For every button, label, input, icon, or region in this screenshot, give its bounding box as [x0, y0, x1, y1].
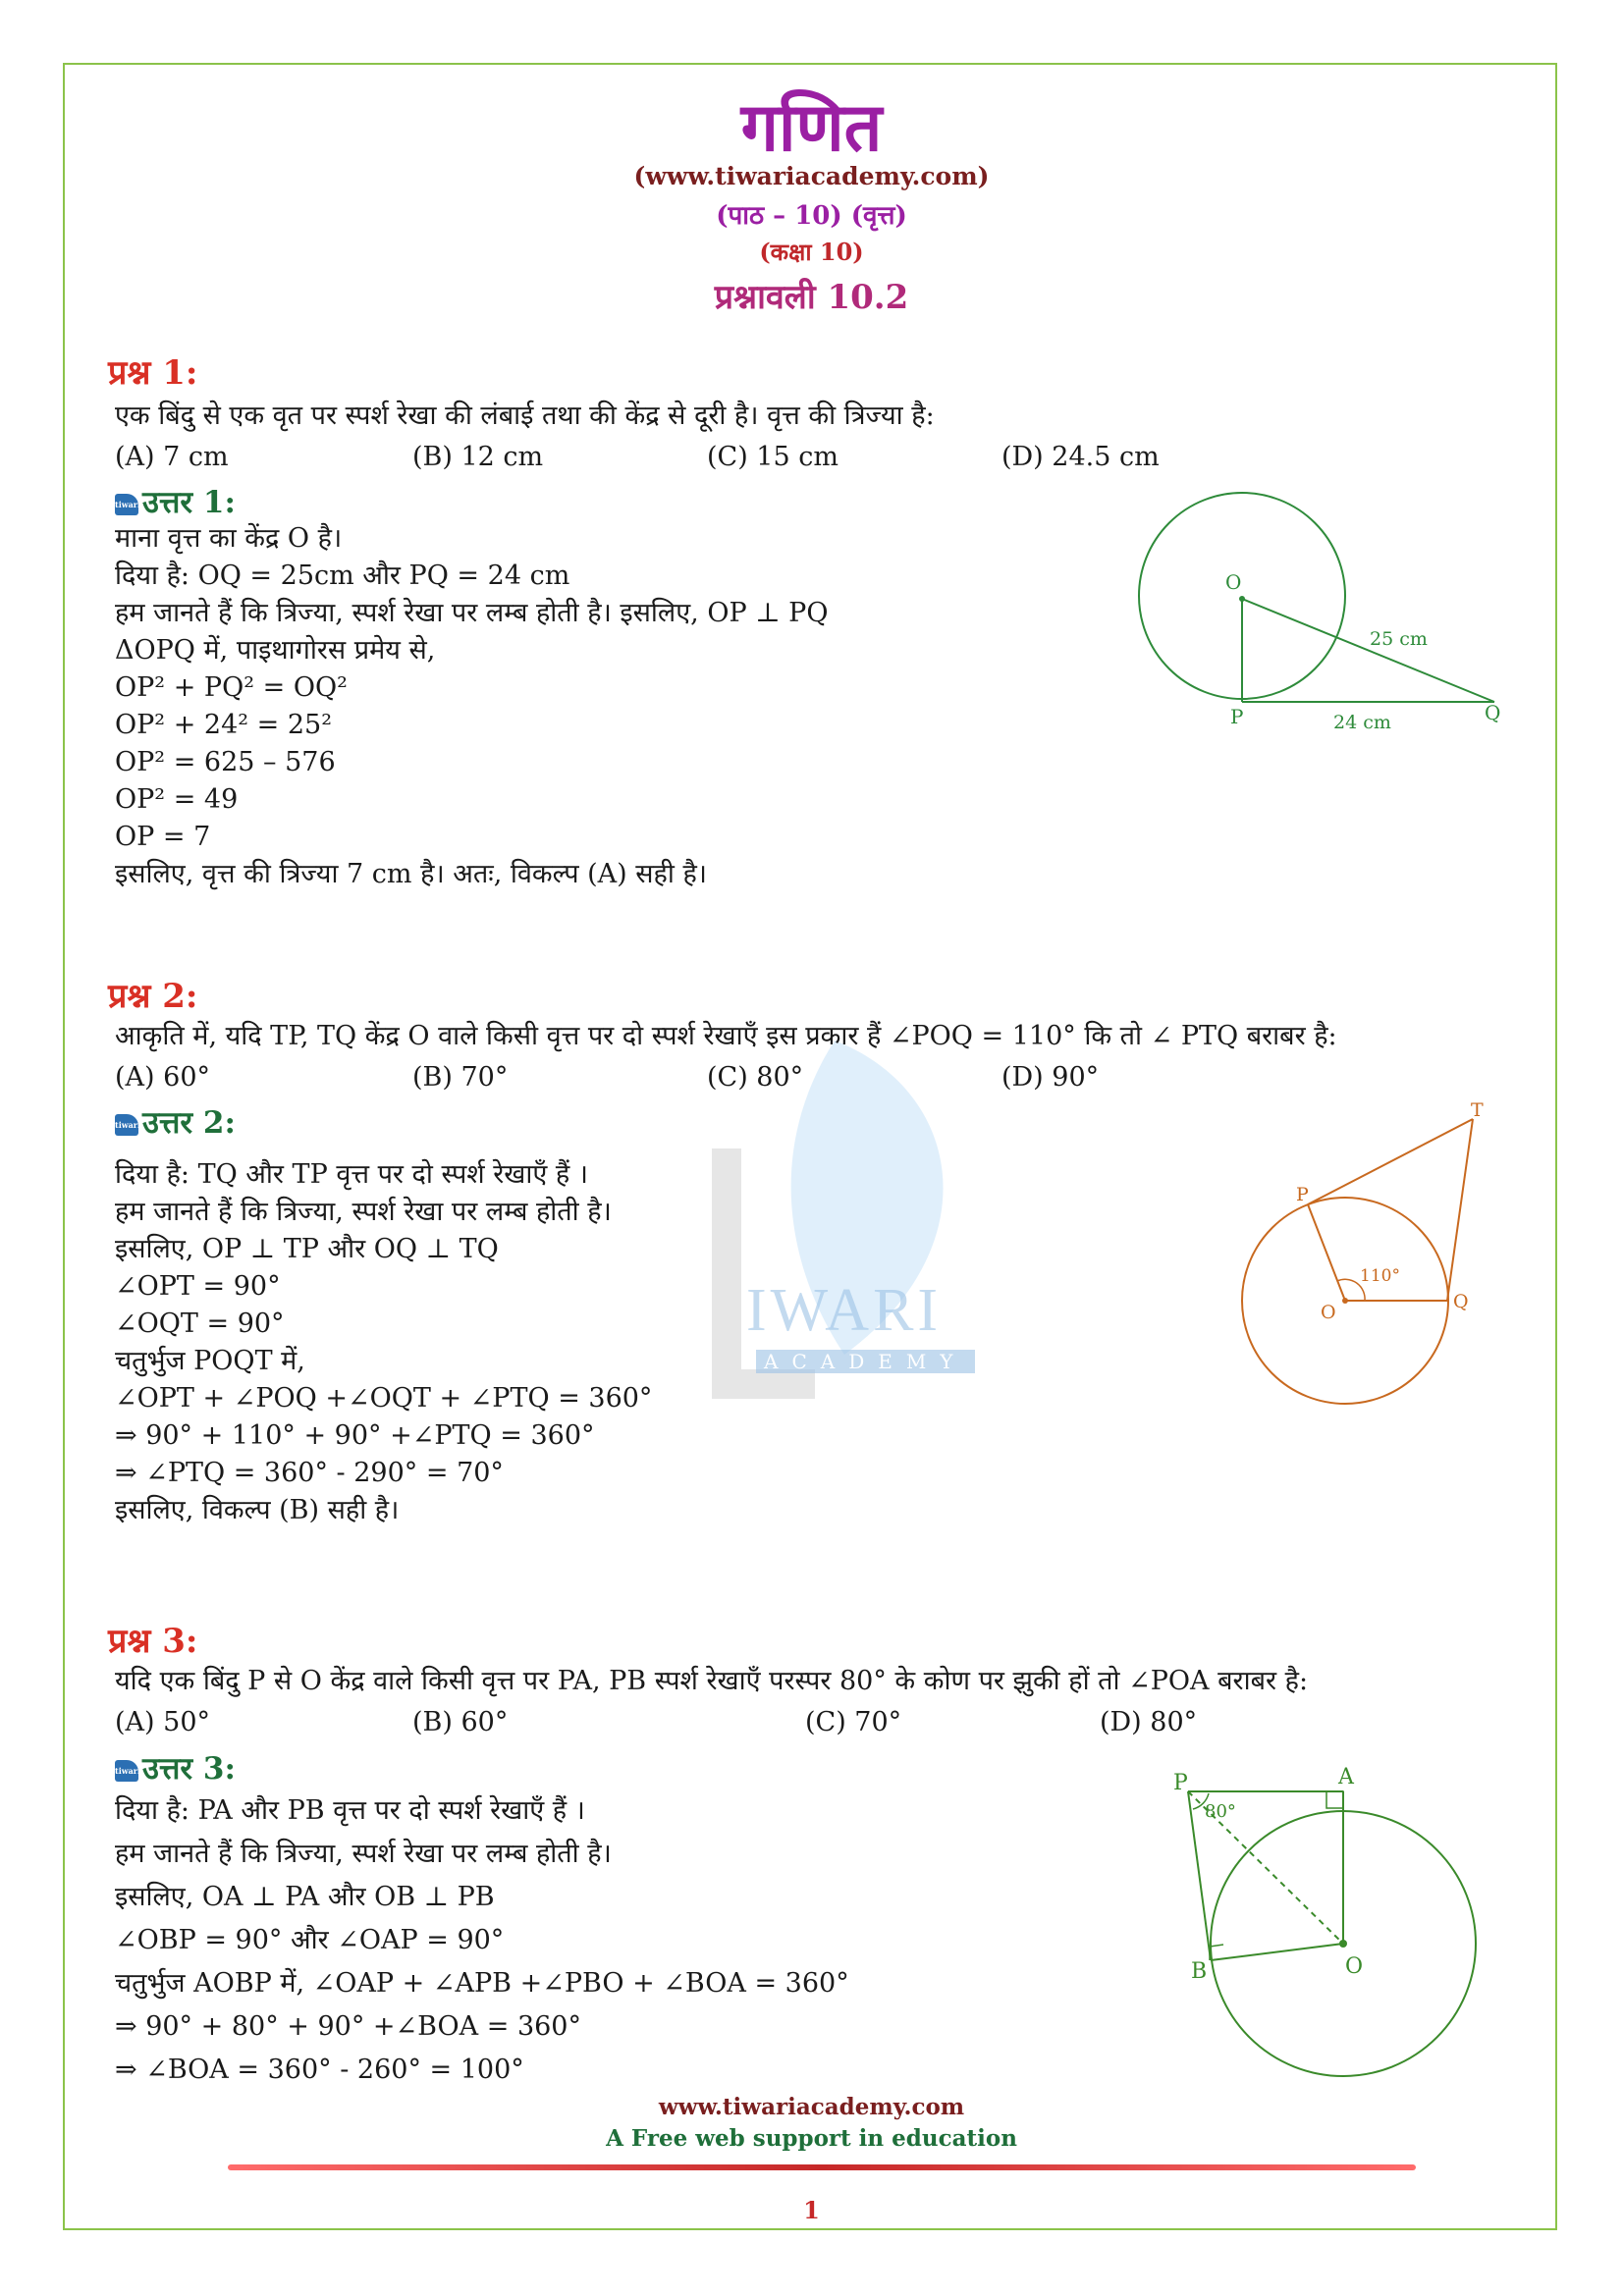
- fig1-label-o: O: [1225, 570, 1242, 594]
- footer-tagline: A Free web support in education: [606, 2125, 1017, 2152]
- answer-line: OP² + PQ² = OQ²: [115, 672, 348, 703]
- question-3-text: यदि एक बिंदु P से O केंद्र वाले किसी वृत्त पर PA, PB स्पर्श रेखाएँ परस्पर 80° के कोण पर झुकी हों तो ∠POA बराबर है:: [115, 1666, 1309, 1696]
- fig1-label-q: Q: [1485, 701, 1501, 724]
- fig1-label-oq: 25 cm: [1370, 628, 1428, 650]
- fig2-label-t: T: [1471, 1099, 1484, 1121]
- class-label: (कक्षा 10): [759, 238, 864, 266]
- tiwari-logo-icon: tiwari: [115, 494, 138, 515]
- answer-line: दिया है: TQ और TP वृत्त पर दो स्पर्श रेखाएँ हैं ।: [115, 1159, 589, 1190]
- answer-line: OP² = 625 – 576: [115, 747, 336, 777]
- fig3-label-o: O: [1345, 1954, 1364, 1979]
- q2-option-c: (C) 80°: [707, 1062, 804, 1093]
- q1-option-b: (B) 12 cm: [412, 442, 544, 472]
- answer-line: ⇒ ∠PTQ = 360° - 290° = 70°: [115, 1458, 504, 1488]
- fig2-label-angle: 110°: [1360, 1266, 1400, 1286]
- answer-line: ∠OPT + ∠POQ +∠OQT + ∠PTQ = 360°: [115, 1383, 653, 1414]
- fig1-label-p: P: [1230, 705, 1244, 728]
- answer-3-heading-text: उत्तर 3:: [142, 1751, 236, 1787]
- answer-line: इसलिए, OP ⊥ TP और OQ ⊥ TQ: [115, 1234, 499, 1264]
- watermark-subtext: ACADEMY: [756, 1350, 975, 1373]
- answer-line: दिया है: PA और PB वृत्त पर दो स्पर्श रेखाएँ हैं ।: [115, 1795, 585, 1826]
- footer-site-link[interactable]: www.tiwariacademy.com: [658, 2094, 965, 2120]
- figure-1-circle-tangent: [1119, 491, 1532, 756]
- fig2-label-p: P: [1296, 1184, 1309, 1205]
- answer-line: इसलिए, विकल्प (B) सही है।: [115, 1495, 400, 1525]
- q1-option-a: (A) 7 cm: [115, 442, 229, 472]
- q3-option-c: (C) 70°: [805, 1707, 902, 1737]
- fig3-label-a: A: [1338, 1765, 1354, 1789]
- question-2-heading: प्रश्न 2:: [108, 977, 198, 1016]
- q3-option-a: (A) 50°: [115, 1707, 211, 1737]
- answer-line: ΔOPQ में, पाइथागोरस प्रमेय से,: [115, 635, 436, 666]
- answer-1-heading-text: उत्तर 1:: [142, 485, 236, 520]
- q2-option-b: (B) 70°: [412, 1062, 509, 1093]
- answer-line: चतुर्भुज POQT में,: [115, 1346, 305, 1376]
- answer-2-heading-text: उत्तर 2:: [142, 1105, 236, 1141]
- answer-line: इसलिए, वृत्त की त्रिज्या 7 cm है। अतः, विकल्प (A) सही है।: [115, 859, 708, 889]
- answer-line: हम जानते हैं कि त्रिज्या, स्पर्श रेखा पर लम्ब होती है।: [115, 1197, 612, 1227]
- q1-option-c: (C) 15 cm: [707, 442, 839, 472]
- question-1-text: एक बिंदु से एक वृत पर स्पर्श रेखा की लंबाई तथा की केंद्र से दूरी है। वृत्त की त्रिज्या है:: [115, 400, 935, 431]
- answer-line: ⇒ ∠BOA = 360° - 260° = 100°: [115, 2055, 524, 2085]
- q1-option-d: (D) 24.5 cm: [1001, 442, 1160, 472]
- answer-line: दिया है: OQ = 25cm और PQ = 24 cm: [115, 561, 570, 591]
- answer-line: माना वृत्त का केंद्र O है।: [115, 523, 343, 554]
- answer-line: OP² = 49: [115, 784, 239, 815]
- q3-option-b: (B) 60°: [412, 1707, 509, 1737]
- answer-line: ⇒ 90° + 110° + 90° +∠PTQ = 360°: [115, 1420, 595, 1451]
- answer-3-body: [115, 1789, 849, 2092]
- footer-divider: [228, 2164, 1416, 2170]
- answer-line: हम जानते हैं कि त्रिज्या, स्पर्श रेखा पर लम्ब होती है। इसलिए, OP ⊥ PQ: [115, 598, 829, 628]
- answer-1-body: [115, 520, 828, 893]
- answer-line: इसलिए, OA ⊥ PA और OB ⊥ PB: [115, 1882, 495, 1912]
- answer-2-heading: [115, 1101, 236, 1143]
- answer-line: ∠OQT = 90°: [115, 1308, 285, 1339]
- page-number: 1: [803, 2196, 820, 2224]
- watermark-text: IWARI: [746, 1277, 943, 1344]
- header-site: (www.tiwariacademy.com): [633, 162, 990, 190]
- answer-line: ∠OBP = 90° और ∠OAP = 90°: [115, 1925, 505, 1955]
- answer-line: ⇒ 90° + 80° + 90° +∠BOA = 360°: [115, 2011, 581, 2042]
- fig3-label-p: P: [1173, 1771, 1188, 1795]
- answer-3-heading: [115, 1747, 236, 1789]
- answer-line: OP = 7: [115, 822, 211, 852]
- fig2-label-q: Q: [1453, 1291, 1469, 1312]
- figure-3-tangents: [1163, 1762, 1488, 2086]
- answer-line: हम जानते हैं कि त्रिज्या, स्पर्श रेखा पर लम्ब होती है।: [115, 1839, 612, 1869]
- answer-1-heading: [115, 481, 236, 522]
- q3-option-d: (D) 80°: [1100, 1707, 1198, 1737]
- question-2-text: आकृति में, यदि TP, TQ केंद्र O वाले किसी वृत्त पर दो स्पर्श रेखाएँ इस प्रकार हैं ∠POQ = 110° कि तो ∠ PTQ बराबर है:: [115, 1021, 1337, 1051]
- exercise-title: प्रश्नावली 10.2: [714, 278, 909, 317]
- question-3-heading: प्रश्न 3:: [108, 1622, 198, 1661]
- q2-option-d: (D) 90°: [1001, 1062, 1100, 1093]
- page-title: गणित: [740, 88, 883, 167]
- answer-line: चतुर्भुज AOBP में, ∠OAP + ∠APB +∠PBO + ∠BOA = 360°: [115, 1968, 849, 1999]
- fig3-label-b: B: [1191, 1959, 1208, 1984]
- answer-2-body: [115, 1156, 652, 1529]
- answer-line: OP² + 24² = 25²: [115, 710, 333, 740]
- chapter-label: (पाठ – 10) (वृत्त): [716, 201, 907, 231]
- question-1-heading: प्रश्न 1:: [108, 353, 198, 393]
- fig3-label-angle: 80°: [1205, 1801, 1236, 1822]
- fig2-label-o: O: [1321, 1302, 1336, 1323]
- tiwari-logo-icon: tiwari: [115, 1114, 138, 1136]
- q2-option-a: (A) 60°: [115, 1062, 211, 1093]
- answer-line: ∠OPT = 90°: [115, 1271, 281, 1302]
- figure-2-tangents: [1227, 1095, 1502, 1458]
- tiwari-logo-icon: tiwari: [115, 1760, 138, 1782]
- fig1-label-pq: 24 cm: [1333, 712, 1391, 733]
